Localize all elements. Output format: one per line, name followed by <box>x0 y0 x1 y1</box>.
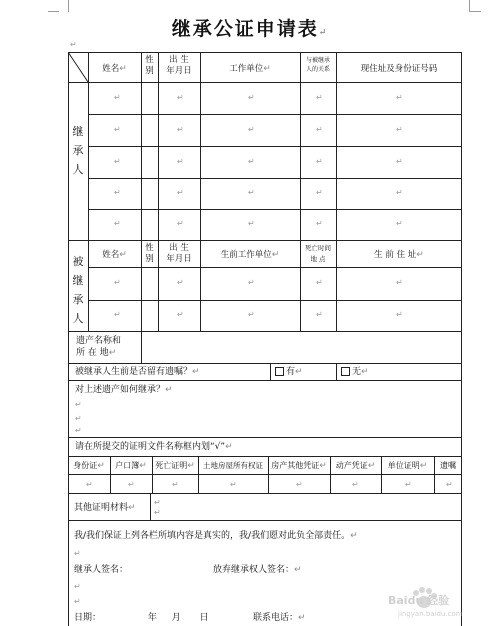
decedent-birth-header: 出 生 年月日 <box>166 243 192 264</box>
doc-movable-property: 动产凭证↵ <box>335 461 376 471</box>
baidu-watermark <box>384 582 486 620</box>
estate-label: 遗产名称和 所 在 地↵ <box>76 336 122 358</box>
table-border <box>68 52 462 53</box>
doc-household-register: 户口簿↵ <box>115 461 147 471</box>
docs-instruction: 请在所提交的证明文件名称框内划“√”↵ <box>75 442 233 452</box>
doc-property-certificate: 土地房屋所有权证 <box>203 461 263 470</box>
doc-checkbox-cell[interactable]: ↵ <box>172 480 179 489</box>
waiver-signature-label: 放弃继承权人签名：↵ <box>213 565 302 575</box>
paragraph-mark: ↵ <box>70 40 77 49</box>
doc-death-certificate: 死亡证明↵ <box>155 461 195 471</box>
svg-text:jingyan.baidu.com: jingyan.baidu.com <box>398 610 463 618</box>
decedent-name-header: 姓名↵ <box>102 250 127 260</box>
decedent-address-header: 生 前 住 址↵ <box>374 250 424 260</box>
page-title: 继承公证申请表↵ <box>171 18 329 40</box>
will-no-option[interactable]: 无↵ <box>341 366 369 378</box>
other-docs-label: 其他证明材料↵ <box>74 503 136 513</box>
decedent-section-label: 被 继 承 人 <box>72 255 84 325</box>
heir-address-id-header: 现住址及身份证号码 <box>360 64 438 74</box>
crop-mark-top-left <box>58 0 69 12</box>
will-yes-option[interactable]: 有↵ <box>275 366 303 378</box>
heir-relation-header: 与被继承 人的关系 <box>305 57 330 73</box>
heir-work-unit-header: 工作单位↵ <box>229 64 271 74</box>
doc-checkbox-cell[interactable]: ↵ <box>352 480 359 489</box>
doc-checkbox-cell[interactable]: ↵ <box>405 480 412 489</box>
date-line: 日期： 年 月 日 <box>74 613 209 623</box>
doc-checkbox-cell[interactable]: ↵ <box>230 480 237 489</box>
doc-id-card: 身份证↵ <box>73 461 105 471</box>
diagonal-header-cell <box>68 52 88 82</box>
doc-checkbox-cell[interactable]: ↵ <box>446 480 453 489</box>
heir-section-label: 继 承 人 <box>72 125 84 176</box>
will-question: 被继承人生前是否留有遗嘱？↵ <box>75 367 200 377</box>
will-no-checkbox[interactable] <box>341 367 350 376</box>
phone-label: 联系电话：↵ <box>253 613 306 623</box>
decedent-work-unit-header: 生前工作单位↵ <box>220 250 280 260</box>
doc-will: 遗嘱 <box>440 461 456 470</box>
svg-text:Baidu 经验: Baidu 经验 <box>388 594 450 607</box>
heir-gender-header: 性 别 <box>145 55 154 76</box>
crop-mark-top-right-h <box>469 11 481 12</box>
doc-checkbox-cell[interactable]: ↵ <box>296 480 303 489</box>
heir-birth-header: 出 生 年月日 <box>166 55 192 76</box>
table-border <box>68 52 69 626</box>
crop-mark-top-left-h <box>48 11 59 12</box>
inherit-question: 对上述遗产如何继承？↵ <box>75 385 173 395</box>
heir-name-header: 姓名↵ <box>102 64 127 74</box>
doc-checkbox-cell[interactable]: ↵ <box>128 480 135 489</box>
doc-checkbox-cell[interactable]: ↵ <box>86 480 93 489</box>
decedent-gender-header: 性 别 <box>145 243 154 264</box>
table-border <box>461 52 462 626</box>
doc-unit-certificate: 单位证明↵ <box>387 461 428 471</box>
baidu-paw-icon <box>384 582 486 620</box>
heir-signature-label: 继承人签名： <box>74 565 129 575</box>
application-form-table: 姓名↵ 性 别 出 生 年月日 工作单位↵ 与被继承 人的关系 现住址及身份证号码 继 承 人 ↵ ↵ ↵ ↵ ↵ ↵ ↵ ↵ ↵ ↵ ↵ ↵ ↵ ↵ ↵ ↵ ↵ ↵ ↵ ↵ ↵ ↵ ↵ ↵ ↵ 姓名↵ 性 别 出 生 年月日 生前工作单位↵ 死亡时间 地 点 生 前 住 址↵ 被 继 承 人 ↵ ↵ ↵ ↵ ↵ ↵ ↵ ↵ ↵ ↵ 遗产名称和 所 在 地↵ 被继承人生前是否留有遗嘱？↵ 有↵ 无↵ 对上述遗产如何继承？↵ ↵ ↵ ↵ 请在所提交的证明文件名称框内划“√”↵ 身份证↵ 户口簿↵ 死亡证明↵ 土地房屋所有权证 房产其他凭证↵ 动产凭证↵ 单位证明↵ 遗嘱 ↵ ↵ ↵ ↵ ↵ ↵ ↵ ↵ 其他证明材料↵ ↵ ↵ 我/我们保证上列各栏所填内容是真实的，我/我们愿对此负全部责任。↵ ↵ 继承人签名： 放弃继承权人签名：↵ ↵ ↵ 日期： 年 月 日 联系电话：↵ <box>68 52 462 626</box>
guarantee-statement: 我/我们保证上列各栏所填内容是真实的，我/我们愿对此负全部责任。↵ <box>74 531 358 541</box>
doc-other-property-proof: 房产其他凭证↵ <box>271 461 327 471</box>
decedent-death-header: 死亡时间 地 点 <box>305 244 331 263</box>
will-yes-checkbox[interactable] <box>275 367 284 376</box>
